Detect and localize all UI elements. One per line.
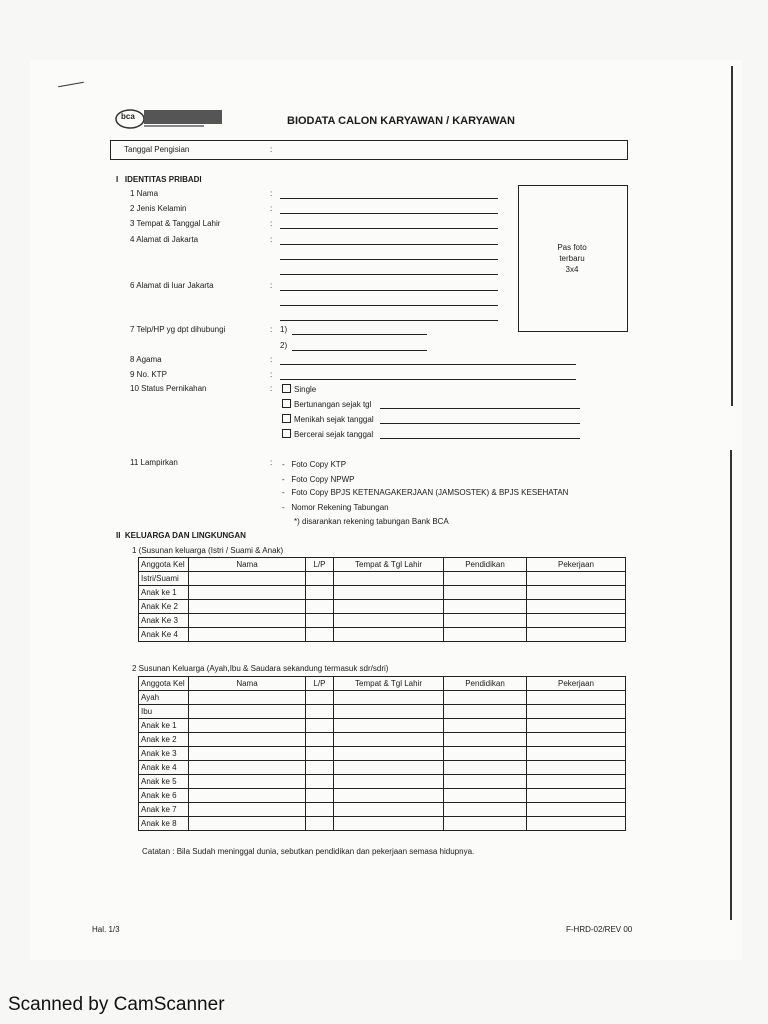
column-header: L/P [306,558,334,572]
row-label: Anak ke 7 [139,803,189,817]
table-cell[interactable] [189,747,306,761]
field-label-alamat-luar-jakarta: 6 Alamat di luar Jakarta [130,281,214,290]
table-cell[interactable] [334,803,444,817]
table-cell[interactable] [444,789,527,803]
tempat-tanggal-lahir-field[interactable] [280,228,498,229]
row-label: Anak ke 2 [139,733,189,747]
alamat-luar-jakarta-field-2[interactable] [280,305,498,306]
table-cell[interactable] [334,775,444,789]
table-header-row [139,677,626,691]
table-cell[interactable] [527,705,626,719]
table-cell[interactable] [527,719,626,733]
logo-text: bca [121,112,135,121]
bertunangan-date-field[interactable] [380,408,580,409]
attachment-item: - Nomor Rekening Tabungan [282,503,389,512]
table-cell[interactable] [189,775,306,789]
colon: : [270,204,273,213]
jenis-kelamin-field[interactable] [280,213,498,214]
table-row [139,761,626,775]
row-label: Anak ke 1 [139,586,189,600]
attachment-note: *) disarankan rekening tabungan Bank BCA [294,517,449,526]
column-header: Nama [189,558,306,572]
photo-label-1: Pas foto [557,243,587,252]
family-note: Catatan : Bila Sudah meninggal dunia, sebutkan pendidikan dan pekerjaan semasa hidupnya. [142,847,475,856]
table-row [139,691,626,705]
family-table-parents-siblings [138,676,626,831]
table-cell[interactable] [444,817,527,831]
table-cell[interactable] [306,817,334,831]
status-option-menikah[interactable] [282,414,374,424]
status-option-single[interactable] [282,384,316,394]
row-label: Anak ke 3 [139,747,189,761]
table-cell[interactable] [527,572,626,586]
checkbox-icon[interactable] [282,414,291,423]
table-cell[interactable] [189,628,306,642]
alamat-jakarta-field[interactable] [280,244,498,245]
status-option-label: Bercerai sejak tanggal [294,430,374,439]
row-label: Anak ke 8 [139,817,189,831]
alamat-luar-jakarta-field-3[interactable] [280,320,498,321]
table-cell[interactable] [527,803,626,817]
status-option-bercerai[interactable] [282,429,373,439]
table-cell[interactable] [334,600,444,614]
table-row [139,614,626,628]
camscanner-watermark: Scanned by CamScanner [8,994,225,1015]
table-cell[interactable] [444,614,527,628]
alamat-luar-jakarta-field[interactable] [280,290,498,291]
table-cell[interactable] [444,628,527,642]
row-label: Anak Ke 3 [139,614,189,628]
table-cell[interactable] [306,733,334,747]
table-cell[interactable] [444,775,527,789]
colon: : [270,219,273,228]
colon: : [270,189,273,198]
column-header: Nama [189,677,306,691]
colon: : [270,281,273,290]
colon: : [270,458,273,467]
field-label-tempat-tanggal-lahir: 3 Tempat & Tanggal Lahir [130,219,221,228]
tanggal-colon: : [270,145,273,154]
table-cell[interactable] [444,747,527,761]
table-cell[interactable] [527,691,626,705]
row-label: Ibu [139,705,189,719]
phone-2-label: 2) [280,341,288,350]
page-edge-line [731,66,733,406]
phone-1-label: 1) [280,325,288,334]
column-header: Pekerjaan [527,677,626,691]
table-1-caption: 1 (Susunan keluarga (Istri / Suami & Anak) [132,546,284,555]
column-header: L/P [306,677,334,691]
table-cell[interactable] [334,719,444,733]
tanggal-field[interactable] [280,154,620,155]
colon: : [270,325,273,334]
table-cell[interactable] [334,614,444,628]
table-cell[interactable] [444,761,527,775]
row-label: Anak Ke 2 [139,600,189,614]
agama-field[interactable] [280,364,576,365]
table-cell[interactable] [306,614,334,628]
table-cell[interactable] [527,628,626,642]
colon: : [270,235,273,244]
table-cell[interactable] [334,586,444,600]
table-cell[interactable] [189,817,306,831]
table-cell[interactable] [306,789,334,803]
page-edge-line [730,450,732,920]
table-cell[interactable] [334,705,444,719]
table-cell[interactable] [334,733,444,747]
table-cell[interactable] [189,705,306,719]
table-cell[interactable] [444,705,527,719]
table-row [139,719,626,733]
page-title: BIODATA CALON KARYAWAN / KARYAWAN [287,115,515,127]
field-label-nama: 1 Nama [130,189,159,198]
table-row [139,775,626,789]
table-cell[interactable] [306,719,334,733]
table-cell[interactable] [189,733,306,747]
table-row [139,817,626,831]
table-cell[interactable] [527,600,626,614]
bercerai-date-field[interactable] [380,438,580,439]
status-option-label: Bertunangan sejak tgl [294,400,372,409]
field-label-jenis-kelamin: 2 Jenis Kelamin [130,204,187,213]
attachment-item: - Foto Copy BPJS KETENAGAKERJAAN (JAMSOSTEK) & BPJS KESEHATAN [282,488,569,497]
row-label: Anak ke 5 [139,775,189,789]
table-cell[interactable] [444,600,527,614]
table-cell[interactable] [189,719,306,733]
table-cell[interactable] [527,789,626,803]
checkbox-icon[interactable] [282,429,291,438]
checkbox-icon[interactable] [282,399,291,408]
column-header: Anggota Kel [139,558,189,572]
colon: : [270,384,273,393]
table-cell[interactable] [306,775,334,789]
colon: : [270,370,273,379]
table-cell[interactable] [189,586,306,600]
form-code: F-HRD-02/REV 00 [566,925,633,934]
table-cell[interactable] [527,775,626,789]
table-row [139,705,626,719]
alamat-jakarta-field-2[interactable] [280,259,498,260]
table-row [139,747,626,761]
table-cell[interactable] [527,614,626,628]
field-label-status-pernikahan: 10 Status Pernikahan [130,384,207,393]
attachment-item: - Foto Copy NPWP [282,475,355,484]
table-cell[interactable] [306,600,334,614]
table-2-caption: 2 Susunan Keluarga (Ayah,Ibu & Saudara sekandung termasuk sdr/sdri) [132,664,389,673]
table-row [139,628,626,642]
column-header: Pendidikan [444,677,527,691]
table-cell[interactable] [306,803,334,817]
table-cell[interactable] [527,733,626,747]
nama-field[interactable] [280,198,498,199]
table-row [139,572,626,586]
table-cell[interactable] [444,803,527,817]
table-cell[interactable] [527,747,626,761]
table-cell[interactable] [334,761,444,775]
menikah-date-field[interactable] [380,423,580,424]
status-option-label: Single [294,385,317,394]
table-cell[interactable] [189,691,306,705]
table-cell[interactable] [334,572,444,586]
row-label: Anak ke 1 [139,719,189,733]
row-label: Istri/Suami [139,572,189,586]
table-row [139,586,626,600]
table-cell[interactable] [334,789,444,803]
table-cell[interactable] [189,761,306,775]
row-label: Anak ke 6 [139,789,189,803]
table-cell[interactable] [444,733,527,747]
row-label: Anak ke 4 [139,761,189,775]
phone-1-field[interactable] [292,334,427,335]
table-cell[interactable] [306,761,334,775]
table-cell[interactable] [527,817,626,831]
table-cell[interactable] [189,803,306,817]
table-cell[interactable] [527,586,626,600]
table-row [139,789,626,803]
no-ktp-field[interactable] [280,379,576,380]
attachment-item: - Foto Copy KTP [282,460,347,469]
table-cell[interactable] [527,761,626,775]
table-cell[interactable] [444,691,527,705]
page-number: Hal. 1/3 [92,925,120,934]
field-label-agama: 8 Agama [130,355,162,364]
status-option-bertunangan[interactable] [282,399,371,409]
row-label: Ayah [139,691,189,705]
photo-label-3: 3x4 [565,265,579,274]
row-label: Anak Ke 4 [139,628,189,642]
field-label-no-ktp: 9 No. KTP [130,370,167,379]
table-cell[interactable] [189,614,306,628]
table-row [139,803,626,817]
family-table-spouse-children [138,557,626,642]
table-cell[interactable] [189,600,306,614]
column-header: Pekerjaan [527,558,626,572]
company-logo [114,106,224,130]
column-header: Tempat & Tgl Lahir [334,558,444,572]
tanggal-label: Tanggal Pengisian [124,145,190,154]
table-cell[interactable] [189,572,306,586]
column-header: Pendidikan [444,558,527,572]
table-cell[interactable] [306,572,334,586]
field-label-telp: 7 Telp/HP yg dpt dihubungi [130,325,226,334]
table-cell[interactable] [306,691,334,705]
table-cell[interactable] [444,572,527,586]
table-cell[interactable] [444,586,527,600]
table-cell[interactable] [306,747,334,761]
table-cell[interactable] [189,789,306,803]
table-header-row [139,558,626,572]
table-cell[interactable] [334,691,444,705]
table-cell[interactable] [334,817,444,831]
section-1-title: I IDENTITAS PRIBADI [116,175,202,184]
table-cell[interactable] [306,586,334,600]
section-2-title: II KELUARGA DAN LINGKUNGAN [116,531,246,540]
colon: : [270,355,273,364]
table-cell[interactable] [444,719,527,733]
photo-label-2: terbaru [559,254,585,263]
table-cell[interactable] [334,747,444,761]
table-row [139,733,626,747]
table-row [139,600,626,614]
table-cell[interactable] [306,628,334,642]
column-header: Anggota Kel [139,677,189,691]
column-header: Tempat & Tgl Lahir [334,677,444,691]
table-cell[interactable] [334,628,444,642]
alamat-jakarta-field-3[interactable] [280,274,498,275]
field-label-alamat-jakarta: 4 Alamat di Jakarta [130,235,199,244]
table-cell[interactable] [306,705,334,719]
phone-2-field[interactable] [292,350,427,351]
status-option-label: Menikah sejak tanggal [294,415,374,424]
checkbox-icon[interactable] [282,384,291,393]
field-label-lampirkan: 11 Lampirkan [130,458,178,467]
